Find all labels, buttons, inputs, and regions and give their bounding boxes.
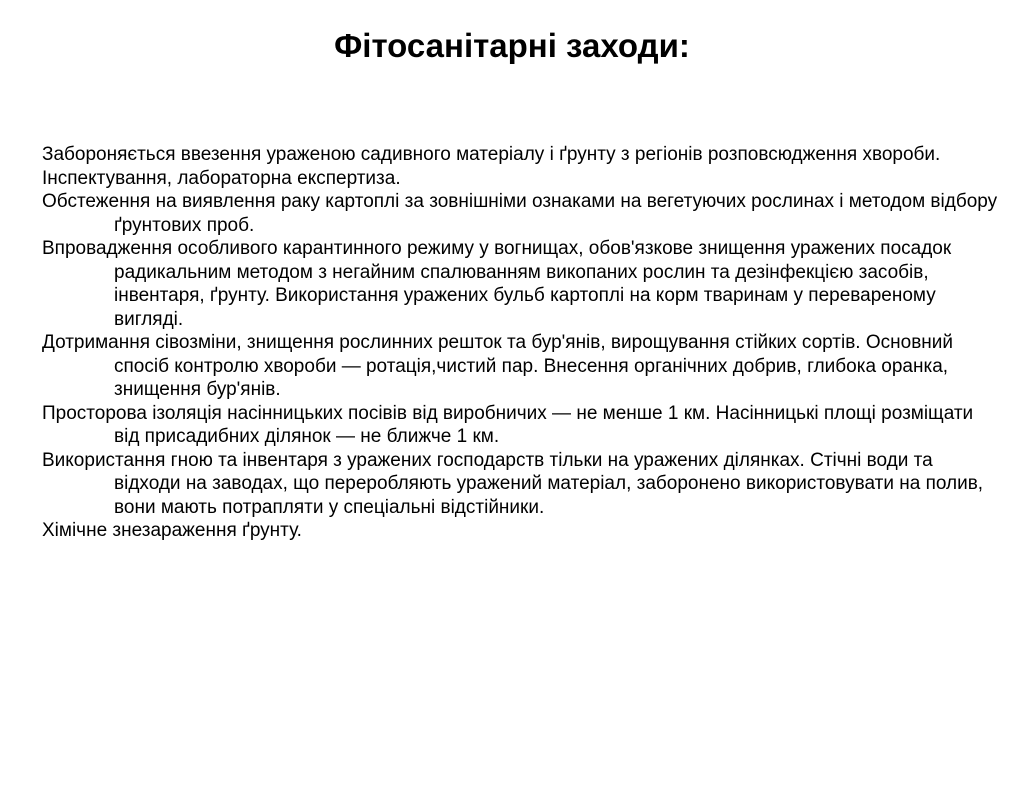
paragraph-import-ban: Забороняється ввезення ураженою садивного матеріалу і ґрунту з регіонів розповсюдження хвороби.: [42, 144, 941, 165]
paragraph-soil-disinfection: Хімічне знезараження ґрунту.: [42, 520, 302, 541]
paragraph-inspection: Інспектування, лабораторна експертиза.: [42, 167, 401, 189]
paragraph-manure-inventory: Використання гною та інвентаря з уражених господарств тільки на уражених ділянках. Стічні води та відходи на заводах, що переробляють уражений матеріал, заборонено використовувати на полив, вони мають потрапляти у спеціальні відстійники.: [42, 449, 984, 518]
paragraph-quarantine-regime: Впровадження особливого карантинного режиму у вогнищах, обов'язкове знищення уражених посадок радикальним методом з негайним спалюванням викопаних рослин та дезінфекцією засобів, інвентаря, ґрунту. Використання уражених бульб картоплі на корм тваринам у переварeному вигляді.: [42, 238, 952, 330]
slide-title: Фітосанітарні заходи:: [334, 27, 690, 64]
paragraph-survey: Обстеження на виявлення раку картоплі за зовнішніми ознаками на вегетуючих рослинах і методом відбору ґрунтових проб.: [42, 191, 998, 236]
slide-body: [42, 143, 1002, 543]
paragraph-crop-rotation: Дотримання сівозміни, знищення рослинних решток та бур'янів, вирощування стійких сортів. Основний спосіб контролю хвороби — ротація,чистий пар. Внесення органічних добрив, глибока оранка, знищення бур'янів.: [42, 332, 954, 400]
paragraph-spatial-isolation: Просторова ізоляція насінницьких посівів від виробничих — не менше 1 км. Насінницькі площі розміщати від присадибних ділянок — не ближче 1 км.: [42, 402, 974, 447]
